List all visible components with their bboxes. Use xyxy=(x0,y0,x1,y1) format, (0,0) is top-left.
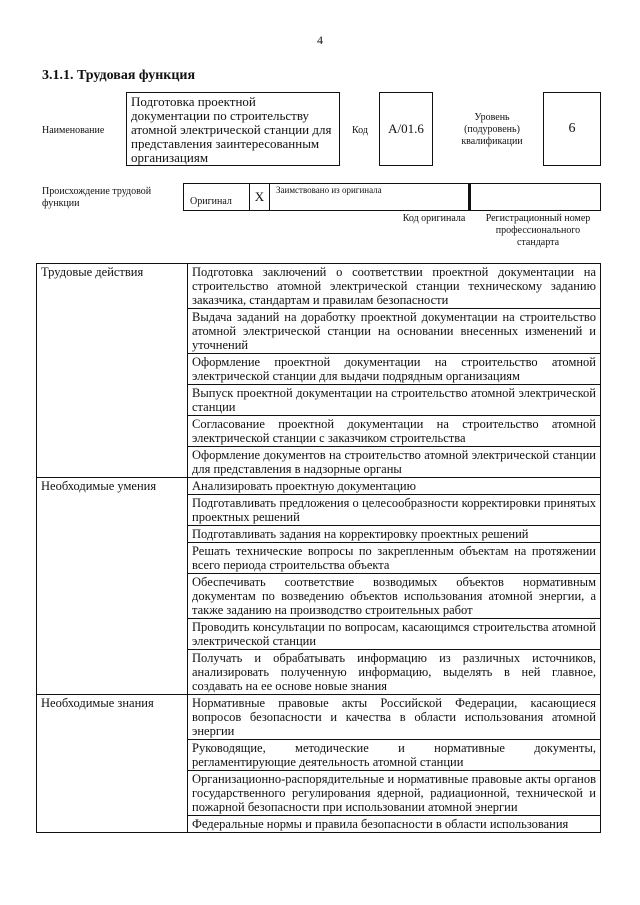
section-label: Необходимые умения xyxy=(37,478,188,695)
origin-divider xyxy=(468,183,469,211)
requirement-item: Подготавливать задания на корректировку проектных решений xyxy=(188,526,601,543)
section-label: Необходимые знания xyxy=(37,695,188,833)
requirement-item: Выдача заданий на доработку проектной документации на строительство атомной электрической станции на основании внесенных изменений и уточнений xyxy=(188,309,601,354)
requirement-item: Получать и обрабатывать информацию из различных источников, анализировать полученную информацию, выделять в ней главное, создавать на ее основе новые знания xyxy=(188,650,601,695)
reg-number-caption: Регистрационный номер профессионального стандарта xyxy=(485,213,591,248)
requirement-item: Федеральные нормы и правила безопасности в области использования xyxy=(188,816,601,833)
requirement-item: Проводить консультации по вопросам, касающимся строительства атомной электрической станции xyxy=(188,619,601,650)
labor-function-table xyxy=(36,263,601,833)
level-value-box: 6 xyxy=(543,92,601,166)
requirement-item: Оформление документов на строительство атомной электрической станции для представления в надзорные органы xyxy=(188,447,601,478)
table-row xyxy=(37,264,601,309)
code-original-caption: Код оригинала xyxy=(402,213,466,224)
page-number: 4 xyxy=(317,33,323,47)
function-name-box: Подготовка проектной документации по строительству атомной электрической станции для представления заинтересованным организациям xyxy=(126,92,340,166)
requirement-item: Согласование проектной документации на строительство атомной электрической станции с заказчиком строительства xyxy=(188,416,601,447)
original-mark: X xyxy=(250,184,270,210)
borrowed-cell xyxy=(270,184,470,210)
table-row xyxy=(37,695,601,740)
requirement-item: Анализировать проектную документацию xyxy=(188,478,601,495)
requirement-item: Оформление проектной документации на строительство атомной электрической станции для выдачи подрядным организациям xyxy=(188,354,601,385)
requirement-item: Нормативные правовые акты Российской Федерации, касающиеся вопросов безопасности и качества в области использования атомной энергии xyxy=(188,695,601,740)
origin-label: Происхождение трудовой функции xyxy=(42,186,152,209)
code-label: Код xyxy=(352,125,368,136)
requirement-item: Руководящие, методические и нормативные документы, регламентирующие деятельность атомной станции xyxy=(188,740,601,771)
section-title: 3.1.1. Трудовая функция xyxy=(42,68,196,83)
original-label: Оригинал xyxy=(190,196,232,207)
section-label: Трудовые действия xyxy=(37,264,188,478)
code-value-box: A/01.6 xyxy=(379,92,433,166)
table-row xyxy=(37,478,601,495)
requirement-item: Организационно-распорядительные и нормативные правовые акты органов государственного регулирования ядерной, радиационной, технической и пожарной безопасности при использовании атомной энергии xyxy=(188,771,601,816)
origin-row xyxy=(183,183,601,211)
original-cell xyxy=(184,184,250,210)
level-label: Уровень (подуровень) квалификации xyxy=(461,112,523,147)
requirement-item: Подготавливать предложения о целесообразности корректировки принятых проектных решений xyxy=(188,495,601,526)
borrowed-label: Заимствовано из оригинала xyxy=(276,185,382,195)
requirement-item: Выпуск проектной документации на строительство атомной электрической станции xyxy=(188,385,601,416)
name-label: Наименование xyxy=(42,125,105,136)
requirement-item: Обеспечивать соответствие возводимых объектов нормативным документам по возведению объектов использования атомной энергии, а также заданию на производство строительных работ xyxy=(188,574,601,619)
requirement-item: Подготовка заключений о соответствии проектной документации на строительство атомной электрической станции техническому заданию заказчика, стандартам и правилам безопасности xyxy=(188,264,601,309)
code-original-cell xyxy=(470,184,471,210)
requirement-item: Решать технические вопросы по закрепленным объектам на протяжении всего периода строительства объекта xyxy=(188,543,601,574)
